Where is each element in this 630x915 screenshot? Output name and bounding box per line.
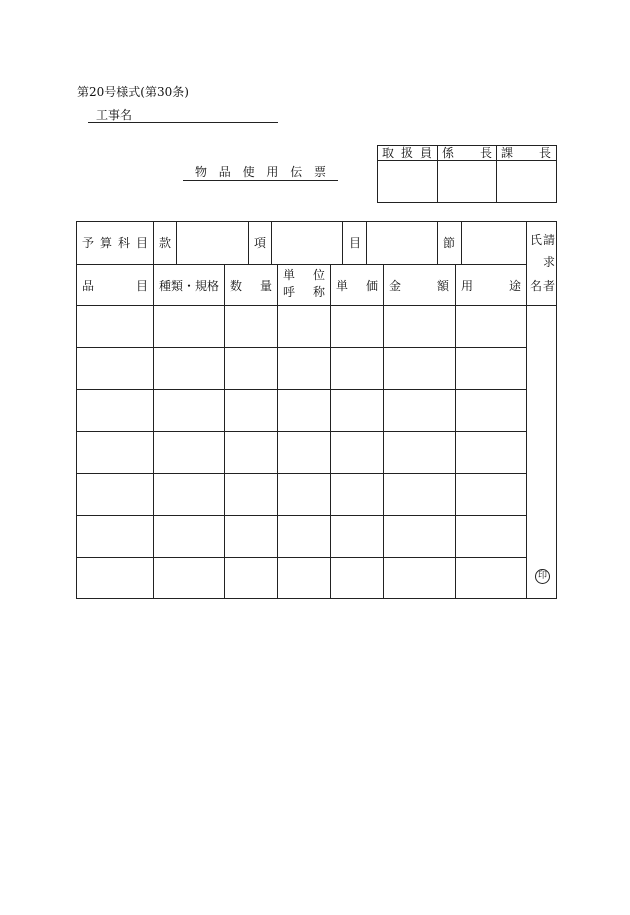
setsu-label: 節 [443, 236, 456, 250]
moku-field[interactable] [367, 222, 437, 264]
unit-cell[interactable] [278, 390, 330, 431]
seal-icon: 印 [535, 569, 550, 584]
type-spec-cell[interactable] [154, 474, 224, 515]
requester-mei: 名 [530, 279, 543, 293]
quantity-cell[interactable] [225, 432, 277, 473]
item-cell[interactable] [77, 348, 153, 389]
requester-shi: 氏 [530, 233, 543, 247]
kan-label: 款 [159, 236, 172, 250]
unit-price-cell[interactable] [331, 516, 383, 557]
kou-label: 項 [254, 236, 267, 250]
quantity-cell[interactable] [225, 390, 277, 431]
item-cell[interactable] [77, 390, 153, 431]
quantity-cell[interactable] [225, 348, 277, 389]
col-amount: 金 額 [389, 279, 449, 293]
amount-cell[interactable] [384, 558, 455, 597]
unit-cell[interactable] [278, 432, 330, 473]
unit-price-cell[interactable] [331, 390, 383, 431]
handler-label: 取 扱 員 [382, 146, 432, 160]
setsu-field[interactable] [462, 222, 526, 264]
amount-cell[interactable] [384, 348, 455, 389]
section-chief-label: 課 長 [501, 146, 551, 160]
unit-cell[interactable] [278, 306, 330, 347]
unit-price-cell[interactable] [331, 474, 383, 515]
use-cell[interactable] [456, 348, 525, 389]
item-cell[interactable] [77, 558, 153, 597]
amount-cell[interactable] [384, 390, 455, 431]
col-use: 用 途 [461, 279, 521, 293]
use-cell[interactable] [456, 516, 525, 557]
unit-cell[interactable] [278, 474, 330, 515]
chief-seal-cell[interactable] [438, 161, 496, 202]
amount-cell[interactable] [384, 306, 455, 347]
title-char: 品 [218, 165, 231, 179]
amount-cell[interactable] [384, 474, 455, 515]
moku-label: 目 [349, 236, 362, 250]
budget-label: 予 算 科 目 [82, 236, 148, 250]
use-cell[interactable] [456, 558, 525, 597]
use-cell[interactable] [456, 306, 525, 347]
type-spec-cell[interactable] [154, 432, 224, 473]
kan-field[interactable] [177, 222, 248, 264]
item-cell[interactable] [77, 306, 153, 347]
title-char: 物 [195, 165, 208, 179]
form-number: 第20号様式(第30条) [77, 85, 189, 99]
form-title [183, 165, 338, 181]
project-name-label: 工事名 [96, 108, 133, 122]
requester-kyu: 求 [543, 255, 556, 269]
type-spec-cell[interactable] [154, 558, 224, 597]
quantity-cell[interactable] [225, 306, 277, 347]
project-name-field[interactable] [88, 108, 278, 123]
requester-sei: 請 [543, 233, 556, 247]
type-spec-cell[interactable] [154, 306, 224, 347]
col-unit-top: 単 位 [283, 268, 325, 282]
type-spec-cell[interactable] [154, 348, 224, 389]
item-cell[interactable] [77, 474, 153, 515]
section-chief-seal-cell[interactable] [497, 161, 556, 202]
item-cell[interactable] [77, 432, 153, 473]
unit-price-cell[interactable] [331, 348, 383, 389]
col-item: 品 目 [82, 279, 148, 293]
requester-name-field[interactable] [527, 306, 556, 598]
unit-cell[interactable] [278, 516, 330, 557]
unit-cell[interactable] [278, 558, 330, 597]
col-unit-bottom: 呼 称 [283, 285, 325, 299]
type-spec-cell[interactable] [154, 516, 224, 557]
unit-price-cell[interactable] [331, 558, 383, 597]
use-cell[interactable] [456, 432, 525, 473]
title-char: 票 [313, 165, 326, 179]
title-char: 伝 [290, 165, 303, 179]
col-quantity: 数 量 [230, 279, 272, 293]
title-char: 使 [242, 165, 255, 179]
quantity-cell[interactable] [225, 558, 277, 597]
title-char: 用 [266, 165, 279, 179]
item-cell[interactable] [77, 516, 153, 557]
kou-field[interactable] [272, 222, 342, 264]
quantity-cell[interactable] [225, 474, 277, 515]
use-cell[interactable] [456, 474, 525, 515]
use-cell[interactable] [456, 390, 525, 431]
col-unit-price: 単 価 [336, 279, 378, 293]
quantity-cell[interactable] [225, 516, 277, 557]
handler-seal-cell[interactable] [378, 161, 437, 202]
unit-price-cell[interactable] [331, 306, 383, 347]
unit-price-cell[interactable] [331, 432, 383, 473]
unit-cell[interactable] [278, 348, 330, 389]
amount-cell[interactable] [384, 432, 455, 473]
requester-sha: 者 [543, 279, 556, 293]
type-spec-cell[interactable] [154, 390, 224, 431]
col-type-spec: 種類・規格 [159, 279, 220, 293]
amount-cell[interactable] [384, 516, 455, 557]
chief-label: 係 長 [442, 146, 492, 160]
